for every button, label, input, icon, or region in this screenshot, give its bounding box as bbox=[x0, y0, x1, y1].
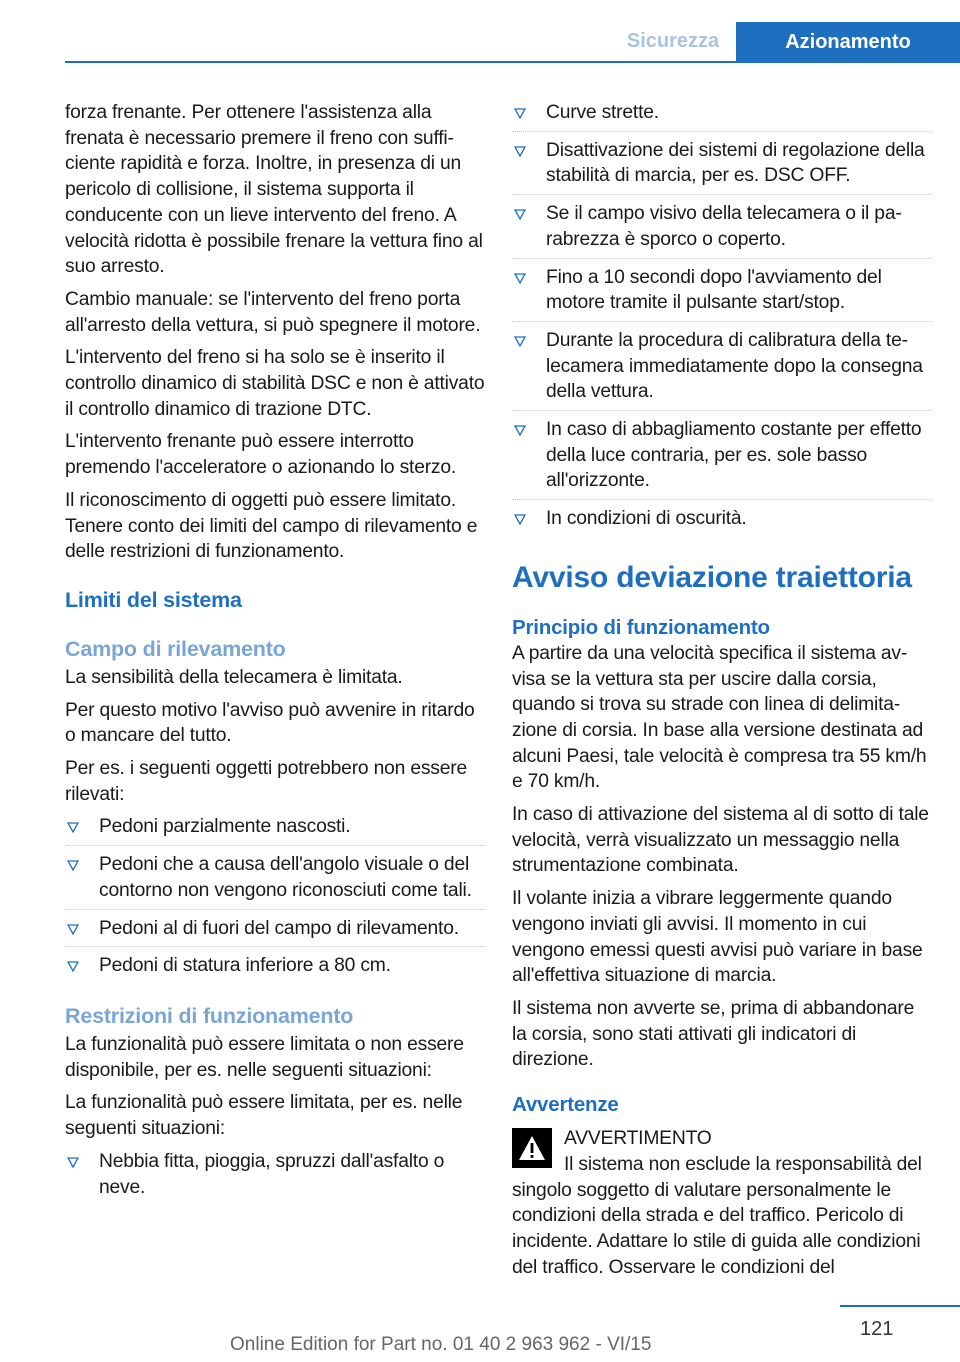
list-item: Curve strette. bbox=[512, 100, 932, 132]
conditions-list-continued bbox=[512, 100, 932, 538]
list-item: Pedoni al di fuori del campo di rilevamento. bbox=[65, 916, 485, 948]
edition-footer: Online Edition for Part no. 01 40 2 963 962 - VI/15 bbox=[230, 1334, 652, 1355]
paragraph: Il sistema non avverte se, prima di abbandonare la corsia, sono stati attivati gli indicatori di direzione. bbox=[512, 997, 915, 1071]
paragraph: Per questo motivo l'avviso può avvenire in ritardo o mancare del tutto. bbox=[65, 699, 475, 747]
list-item: Disattivazione dei sistemi di regolazione della stabilità di marcia, per es. DSC OFF. bbox=[512, 138, 932, 195]
triangle-bullet-icon bbox=[514, 265, 526, 284]
triangle-bullet-icon bbox=[514, 201, 526, 220]
conditions-list bbox=[65, 1149, 485, 1206]
paragraph: L'intervento frenante può essere interrotto premendo l'acceleratore o azionando lo sterzo. bbox=[65, 431, 457, 479]
pedestrian-list bbox=[65, 814, 485, 985]
paragraph: L'intervento del freno si ha solo se è inserito il controllo dinamico di stabilità DSC e non è attivato il controllo dinamico di trazione DTC. bbox=[65, 347, 485, 420]
paragraph: A partire da una velocità specifica il sistema avvisa se la vettura sta per uscire dalla corsia, quando si trova su strade con linea di delimitazione di corsia. In base alla versione destinata ad alcuni Paesi, tale velocità è compresa tra 55 km/h e 70 km/h. bbox=[512, 642, 927, 793]
paragraph: La funzionalità può essere limitata, per es. nelle seguenti situazioni: bbox=[65, 1092, 463, 1140]
list-item: Pedoni che a causa dell'angolo visuale o del contorno non vengono riconosciuti come tali. bbox=[65, 852, 485, 909]
paragraph: In caso di attivazione del sistema al di sotto di tale velocità, verrà visualizzato un messaggio nella strumentazione combinata. bbox=[512, 804, 929, 877]
list-item: In caso di abbagliamento costante per effetto della luce contraria, per es. sole basso all'orizzonte. bbox=[512, 417, 932, 500]
triangle-bullet-icon bbox=[514, 506, 526, 525]
paragraph: Il riconoscimento di oggetti può essere limitato. Tenere conto dei limiti del campo di rilevamento e delle restrizioni di funzionamento. bbox=[65, 489, 478, 563]
list-item: Se il campo visivo della telecamera o il parabrezza è sporco o coperto. bbox=[512, 201, 932, 258]
triangle-bullet-icon bbox=[67, 953, 79, 972]
triangle-bullet-icon bbox=[67, 916, 79, 935]
paragraph: La sensibilità della telecamera è limitata. bbox=[65, 666, 403, 688]
heading-system-limits: Limiti del sistema bbox=[65, 587, 242, 612]
warning-text: Il sistema non esclude la responsabilità del singolo soggetto di valutare personalmente le condizioni della strada e del traffico. Pericolo di incidente. Adattare lo stile di guida alle condizioni del traffico. Osservare le condizioni del bbox=[512, 1153, 922, 1278]
list-item: Pedoni di statura inferiore a 80 cm. bbox=[65, 953, 485, 985]
header-tab-azionamento[interactable]: Azionamento bbox=[736, 22, 960, 63]
paragraph: Cambio manuale: se l'intervento del freno porta all'arresto della vettura, si può spegnere il motore. bbox=[65, 288, 481, 336]
list-item: In condizioni di oscurità. bbox=[512, 506, 932, 538]
paragraph: Per es. i seguenti oggetti potrebbero non essere rilevati: bbox=[65, 758, 468, 805]
paragraph: La funzionalità può essere limitata o non essere disponibile, per es. nelle seguenti situazioni: bbox=[65, 1033, 464, 1081]
footer-rule bbox=[840, 1305, 960, 1307]
heading-warnings: Avvertenze bbox=[512, 1093, 619, 1117]
heading-operating-principle: Principio di funzionamento bbox=[512, 615, 770, 639]
warning-triangle-icon bbox=[512, 1128, 552, 1168]
header-rule bbox=[65, 61, 960, 63]
list-item: Fino a 10 secondi dopo l'avviamento del motore tramite il pulsante start/stop. bbox=[512, 265, 932, 322]
triangle-bullet-icon bbox=[67, 814, 79, 833]
triangle-bullet-icon bbox=[514, 328, 526, 347]
paragraph: Il volante inizia a vibrare leggermente quando vengono inviati gli avvisi. Il momento in cui vengono emessi questi avvisi può variare in base all'effettiva situazione di marcia. bbox=[512, 888, 923, 987]
list-item: Pedoni parzialmente nascosti. bbox=[65, 814, 485, 846]
triangle-bullet-icon bbox=[514, 138, 526, 157]
left-column bbox=[65, 100, 485, 1212]
header-tab-sicurezza[interactable]: Sicurezza bbox=[626, 30, 720, 52]
list-item: Durante la procedura di calibratura della telecamera immediatamente dopo la consegna della vettura. bbox=[512, 328, 932, 411]
triangle-bullet-icon bbox=[514, 417, 526, 436]
warning-title: AVVERTIMENTO bbox=[564, 1128, 712, 1150]
heading-lane-departure-warning: Avviso deviazione traiettoria bbox=[512, 560, 912, 594]
heading-restrictions: Restrizioni di funzionamento bbox=[65, 1003, 354, 1028]
triangle-bullet-icon bbox=[67, 1149, 79, 1168]
triangle-bullet-icon bbox=[67, 852, 79, 871]
page-number: 121 bbox=[860, 1318, 894, 1340]
triangle-bullet-icon bbox=[514, 100, 526, 119]
right-column bbox=[512, 100, 932, 1280]
warning-box bbox=[512, 1126, 932, 1280]
paragraph: forza frenante. Per ottenere l'assistenza alla frenata è necessario premere il freno con sufficiente rapidità e forza. Inoltre, in presenza di un pericolo di collisione, il sistema supporta il conducente con un lieve intervento del freno. A velocità ridotta è possibile frenare la vettura fino al suo arresto. bbox=[65, 102, 483, 278]
list-item: Nebbia fitta, pioggia, spruzzi dall'asfalto o neve. bbox=[65, 1149, 485, 1206]
heading-detection-range: Campo di rilevamento bbox=[65, 636, 286, 661]
